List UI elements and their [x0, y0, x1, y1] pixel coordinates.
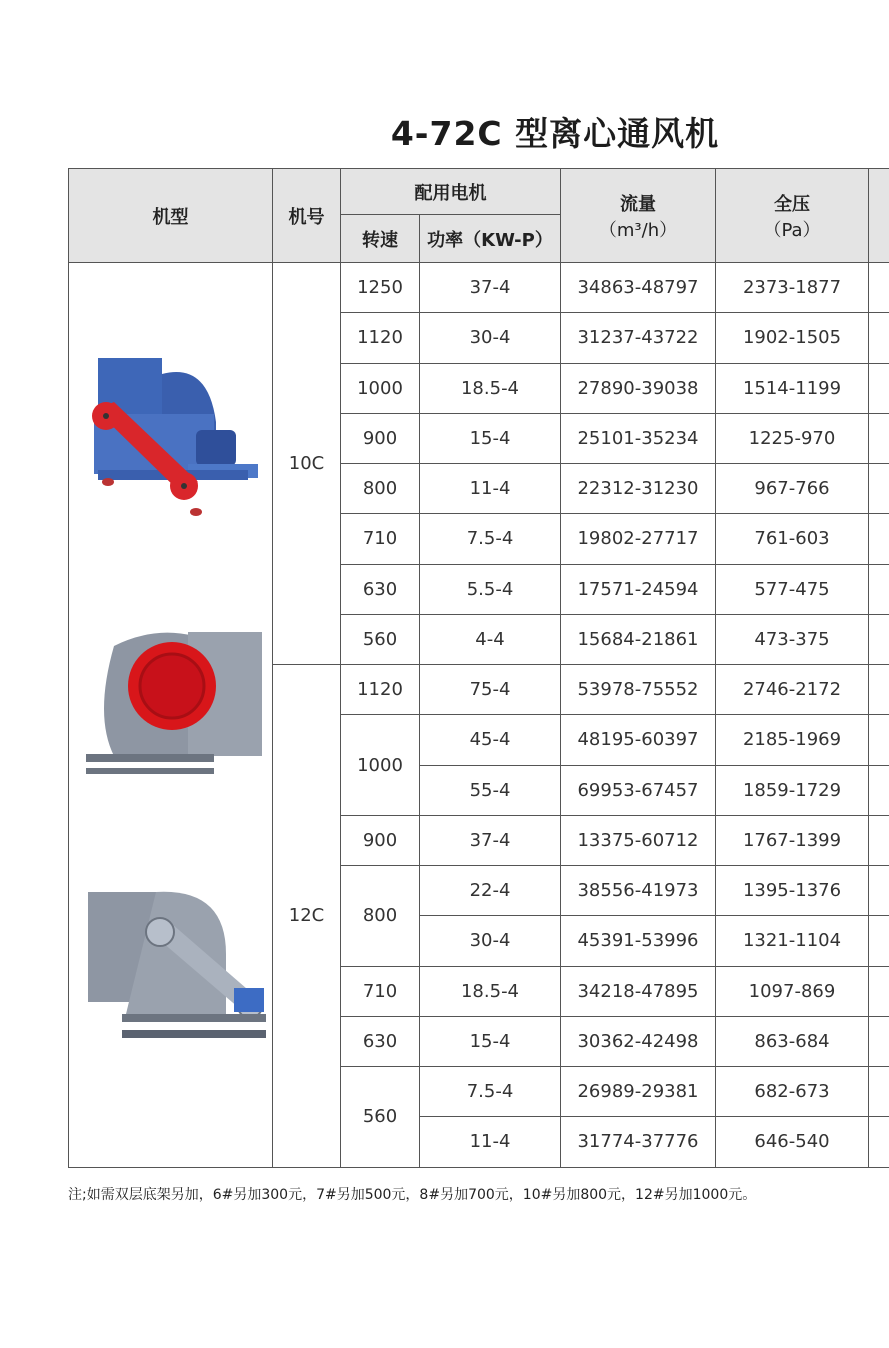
- header-motor: 配用电机: [341, 169, 561, 215]
- extra-cell: [869, 715, 889, 765]
- flow-cell: 26989-29381: [561, 1067, 716, 1117]
- pressure-cell: 577-475: [716, 564, 869, 614]
- extra-cell: [869, 564, 889, 614]
- header-pressure: [716, 169, 869, 263]
- flow-cell: 27890-39038: [561, 363, 716, 413]
- speed-cell: 900: [341, 815, 420, 865]
- extra-cell: [869, 815, 889, 865]
- extra-cell: [869, 916, 889, 966]
- flow-cell: 15684-21861: [561, 614, 716, 664]
- speed-cell: 630: [341, 1016, 420, 1066]
- pressure-cell: 761-603: [716, 514, 869, 564]
- power-cell: 11-4: [420, 1117, 561, 1167]
- pulley-top: [146, 918, 174, 946]
- gray-red-fan-image: [84, 626, 264, 780]
- power-cell: 7.5-4: [420, 514, 561, 564]
- extra-cell: [869, 866, 889, 916]
- fan-inlet: [140, 654, 204, 718]
- fan-motor: [196, 430, 236, 466]
- power-cell: 18.5-4: [420, 966, 561, 1016]
- flow-cell: 31237-43722: [561, 313, 716, 363]
- extra-cell: [869, 614, 889, 664]
- flow-cell: 30362-42498: [561, 1016, 716, 1066]
- extra-cell: [869, 1067, 889, 1117]
- pressure-cell: 863-684: [716, 1016, 869, 1066]
- flow-cell: 34218-47895: [561, 966, 716, 1016]
- blue-fan-image: [88, 352, 264, 522]
- fan-frame: [86, 754, 214, 762]
- fan-base: [122, 1030, 266, 1038]
- power-cell: 37-4: [420, 263, 561, 313]
- extra-cell: [869, 413, 889, 463]
- power-cell: 75-4: [420, 665, 561, 715]
- header-speed: 转速: [341, 215, 420, 263]
- power-cell: 30-4: [420, 916, 561, 966]
- pressure-cell: 1321-1104: [716, 916, 869, 966]
- speed-cell: 1120: [341, 665, 420, 715]
- extra-cell: [869, 464, 889, 514]
- power-cell: 18.5-4: [420, 363, 561, 413]
- flow-cell: 13375-60712: [561, 815, 716, 865]
- extra-cell: [869, 313, 889, 363]
- speed-cell: 1000: [341, 715, 420, 816]
- flow-cell: 34863-48797: [561, 263, 716, 313]
- speed-cell: 800: [341, 866, 420, 967]
- power-cell: 55-4: [420, 765, 561, 815]
- pressure-cell: 682-673: [716, 1067, 869, 1117]
- speed-cell: 1250: [341, 263, 420, 313]
- group-12c: 12C: [273, 665, 341, 1168]
- flow-cell: 69953-67457: [561, 765, 716, 815]
- header-model: 机型: [69, 169, 273, 263]
- extra-cell: [869, 263, 889, 313]
- pressure-cell: 2373-1877: [716, 263, 869, 313]
- extra-cell: [869, 966, 889, 1016]
- extra-cell: [869, 765, 889, 815]
- fan-frame: [122, 1014, 266, 1022]
- power-cell: 30-4: [420, 313, 561, 363]
- footnote: 注;如需双层底架另加，6#另加300元，7#另加500元，8#另加700元，10#另加800元，12#另加1000元。: [68, 1187, 757, 1203]
- header-power: 功率（KW-P）: [420, 215, 561, 263]
- gray-belt-fan-image: [86, 884, 268, 1044]
- header-flow-label: 流量: [620, 193, 656, 215]
- speed-cell: 560: [341, 1067, 420, 1168]
- power-cell: 15-4: [420, 413, 561, 463]
- speed-cell: 900: [341, 413, 420, 463]
- fan-motor: [234, 988, 264, 1012]
- flow-cell: 17571-24594: [561, 564, 716, 614]
- power-cell: 5.5-4: [420, 564, 561, 614]
- power-cell: 7.5-4: [420, 1067, 561, 1117]
- flow-cell: 31774-37776: [561, 1117, 716, 1167]
- page-title: 4-72C 型离心通风机: [390, 114, 720, 153]
- flow-cell: 25101-35234: [561, 413, 716, 463]
- header-flow-unit: （m³/h）: [598, 219, 678, 241]
- pressure-cell: 1514-1199: [716, 363, 869, 413]
- pressure-cell: 967-766: [716, 464, 869, 514]
- flow-cell: 53978-75552: [561, 665, 716, 715]
- header-pressure-label: 全压: [774, 193, 810, 215]
- fan-base: [86, 768, 214, 774]
- group-10c: 10C: [273, 263, 341, 665]
- pressure-cell: 1225-970: [716, 413, 869, 463]
- extra-cell: [869, 514, 889, 564]
- flow-cell: 48195-60397: [561, 715, 716, 765]
- header-extra: [869, 169, 889, 263]
- flow-cell: 19802-27717: [561, 514, 716, 564]
- header-flow: [561, 169, 716, 263]
- header-number: 机号: [273, 169, 341, 263]
- hub-bottom: [181, 483, 187, 489]
- speed-cell: 1120: [341, 313, 420, 363]
- speed-cell: 560: [341, 614, 420, 664]
- pressure-cell: 1395-1376: [716, 866, 869, 916]
- power-cell: 15-4: [420, 1016, 561, 1066]
- speed-cell: 710: [341, 514, 420, 564]
- foot-right: [190, 508, 202, 516]
- hub-top: [103, 413, 109, 419]
- pressure-cell: 1097-869: [716, 966, 869, 1016]
- pressure-cell: 1859-1729: [716, 765, 869, 815]
- speed-cell: 630: [341, 564, 420, 614]
- extra-cell: [869, 1016, 889, 1066]
- flow-cell: 45391-53996: [561, 916, 716, 966]
- power-cell: 4-4: [420, 614, 561, 664]
- power-cell: 22-4: [420, 866, 561, 916]
- power-cell: 37-4: [420, 815, 561, 865]
- power-cell: 45-4: [420, 715, 561, 765]
- foot-left: [102, 478, 114, 486]
- pressure-cell: 473-375: [716, 614, 869, 664]
- extra-cell: [869, 363, 889, 413]
- pressure-cell: 2185-1969: [716, 715, 869, 765]
- pressure-cell: 1767-1399: [716, 815, 869, 865]
- flow-cell: 38556-41973: [561, 866, 716, 916]
- speed-cell: 800: [341, 464, 420, 514]
- extra-cell: [869, 1117, 889, 1167]
- speed-cell: 1000: [341, 363, 420, 413]
- flow-cell: 22312-31230: [561, 464, 716, 514]
- pressure-cell: 2746-2172: [716, 665, 869, 715]
- power-cell: 11-4: [420, 464, 561, 514]
- pressure-cell: 646-540: [716, 1117, 869, 1167]
- pressure-cell: 1902-1505: [716, 313, 869, 363]
- speed-cell: 710: [341, 966, 420, 1016]
- extra-cell: [869, 665, 889, 715]
- header-pressure-unit: （Pa）: [763, 219, 821, 241]
